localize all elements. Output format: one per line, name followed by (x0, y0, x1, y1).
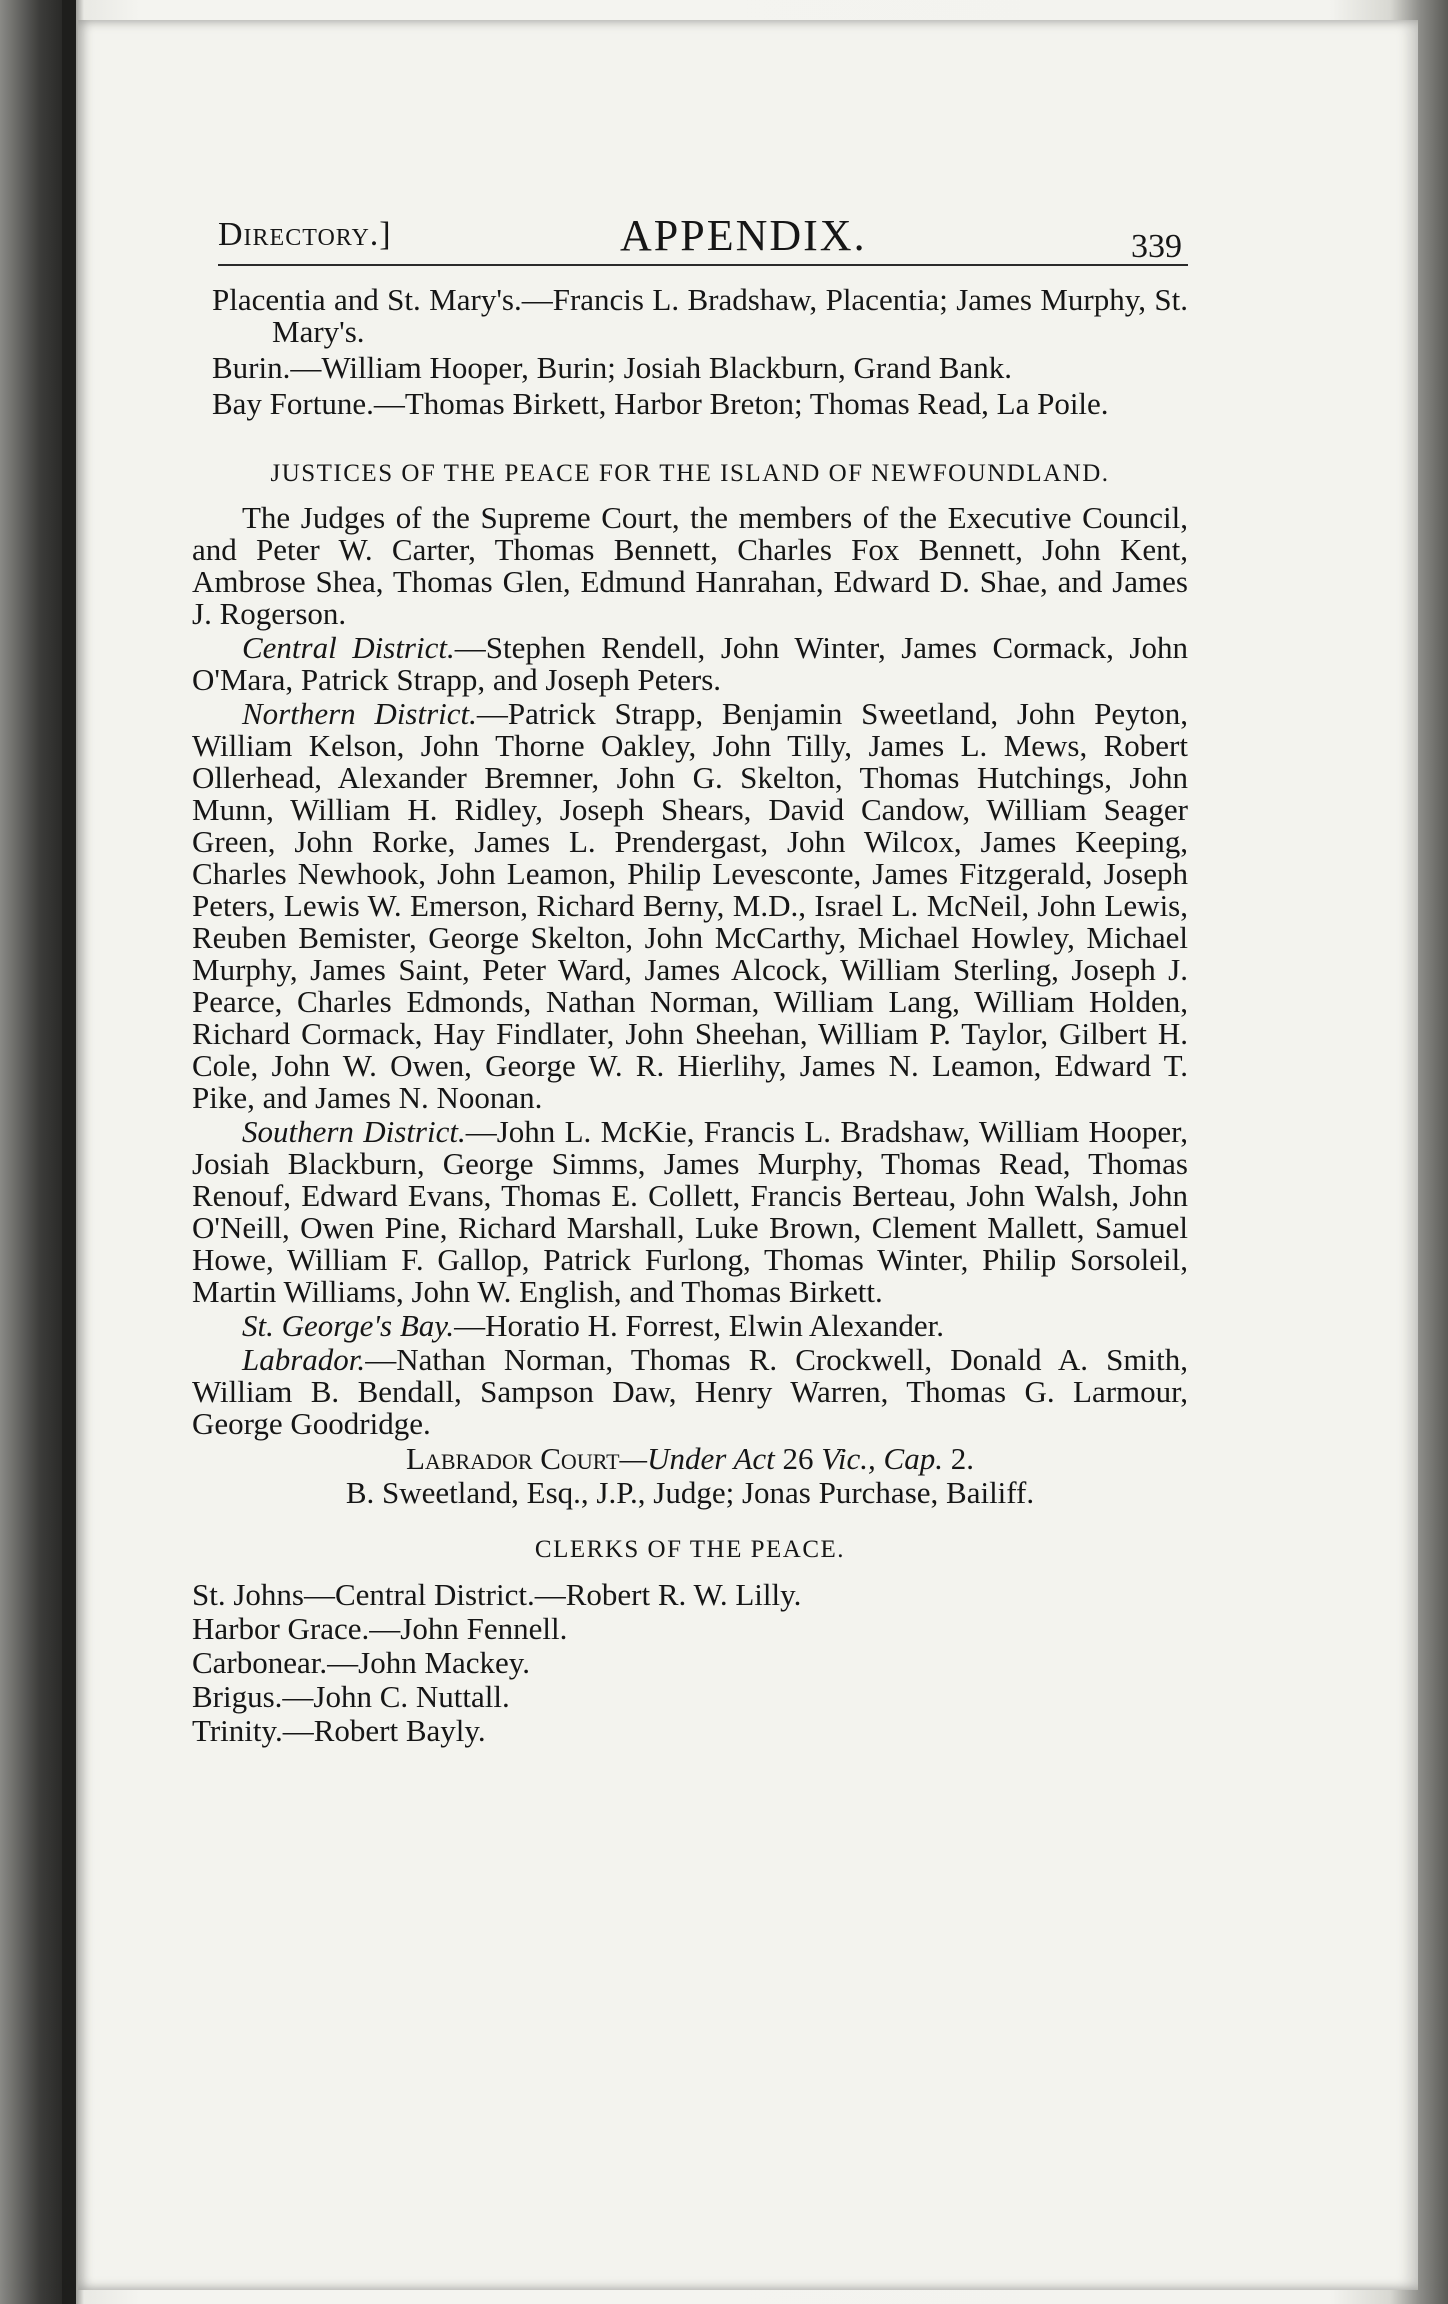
district-entry-burin: Burin.—William Hooper, Burin; Josiah Blackburn, Grand Bank. (212, 350, 1012, 385)
justices-intro: The Judges of the Supreme Court, the members of the Executive Council, and Peter W. Carter, Thomas Bennett, Charles Fox Bennett, John Kent, Ambrose Shea, Thomas Glen, Edmund Hanrahan, Edward D. Shae, and James J. Rogerson. (192, 500, 1188, 631)
clerk-entry-brigus: Brigus.—John C. Nuttall. (192, 1679, 510, 1714)
page-number: 339 (1131, 228, 1182, 265)
clerks-heading: CLERKS OF THE PEACE. (534, 1536, 846, 1563)
header-title: APPENDIX. (620, 211, 867, 260)
clerk-entry-st-johns: St. Johns—Central District.—Robert R. W. Lilly. (192, 1577, 802, 1612)
clerk-entry-trinity: Trinity.—Robert Bayly. (192, 1713, 486, 1748)
labrador-label: Labrador. (242, 1342, 366, 1377)
page-text (192, 198, 1188, 1748)
labrador-court-title: Labrador Court (406, 1441, 620, 1476)
header-section-label: Directory.] (218, 216, 392, 253)
labrador-court-vic: Vic., Cap. (821, 1441, 943, 1476)
header-rule (218, 264, 1188, 266)
clerk-entry-harbor-grace: Harbor Grace.—John Fennell. (192, 1611, 568, 1646)
labrador-court-cap-number: 2. (942, 1441, 974, 1476)
st-georges-bay-label: St. George's Bay. (242, 1308, 455, 1343)
labrador-paragraph (192, 1344, 1188, 1440)
southern-district-names: —John L. McKie, Francis L. Bradshaw, William Hooper, Josiah Blackburn, George Simms, James Murphy, Thomas Read, Thomas Renouf, Edward Evans, Thomas E. Collett, Francis Berteau, John Walsh, John O'Neill, Owen Pine, Richard Marshall, Luke Brown, Clement Mallett, Samuel Howe, William F. Gallop, Patrick Furlong, Thomas Winter, Philip Sorsoleil, Martin Williams, John W. English, and Thomas Birkett. (192, 1114, 1188, 1309)
book-gutter (62, 0, 76, 2304)
st-georges-bay-paragraph (192, 1310, 1188, 1342)
district-entry-placentia: Placentia and St. Mary's.—Francis L. Bradshaw, Placentia; James Murphy, St. Mary's. (212, 282, 1188, 349)
labrador-court-heading (192, 1442, 1188, 1476)
justices-heading: JUSTICES OF THE PEACE FOR THE ISLAND OF NEWFOUNDLAND. (270, 460, 1110, 487)
central-district-names: —Stephen Rendell, John Winter, James Cormack, John O'Mara, Patrick Strapp, and Joseph Peters. (192, 630, 1188, 697)
labrador-court-officers: B. Sweetland, Esq., J.P., Judge; Jonas Purchase, Bailiff. (345, 1475, 1035, 1510)
northern-district-names: —Patrick Strapp, Benjamin Sweetland, John Peyton, William Kelson, John Thorne Oakley, John Tilly, James L. Mews, Robert Ollerhead, Alexander Bremner, John G. Skelton, Thomas Hutchings, John Munn, William H. Ridley, Joseph Shears, David Candow, William Seager Green, John Rorke, James L. Prendergast, John Wilcox, James Keeping, Charles Newhook, John Leamon, Philip Levescontе, James Fitzgerald, Joseph Peters, Lewis W. Emerson, Richard Berny, M.D., Israel L. McNeil, John Lewis, Reuben Bemister, George Skelton, John McCarthy, Michael Howley, Michael Murphy, James Saint, Peter Ward, James Alcock, William Sterling, Joseph J. Pearce, Charles Edmonds, Nathan Norman, William Lang, William Holden, Richard Cormack, Hay Findlater, John Sheehan, William P. Taylor, Gilbert H. Cole, John W. Owen, George W. R. Hierlihy, James N. Leamon, Edward T. Pike, and James N. Noonan. (192, 696, 1188, 1115)
labrador-names: —Nathan Norman, Thomas R. Crockwell, Donald A. Smith, William B. Bendall, Sampson Daw, Henry Warren, Thomas G. Larmour, George Goodridge. (192, 1342, 1188, 1441)
central-district-label: Central District. (242, 630, 455, 665)
clerk-entry-carbonear: Carbonear.—John Mackey. (192, 1645, 531, 1680)
southern-district-paragraph (192, 1116, 1188, 1308)
running-header (192, 198, 1188, 264)
southern-district-label: Southern District. (242, 1114, 466, 1149)
northern-district-label: Northern District. (242, 696, 477, 731)
labrador-court-act-number: 26 (774, 1441, 822, 1476)
central-district-paragraph (192, 632, 1188, 696)
labrador-court-act: —Under Act (619, 1441, 775, 1476)
st-georges-bay-names: —Horatio H. Forrest, Elwin Alexander. (454, 1308, 945, 1343)
district-entry-bay-fortune: Bay Fortune.—Thomas Birkett, Harbor Breton; Thomas Read, La Poile. (212, 386, 1109, 421)
northern-district-paragraph (192, 698, 1188, 1114)
